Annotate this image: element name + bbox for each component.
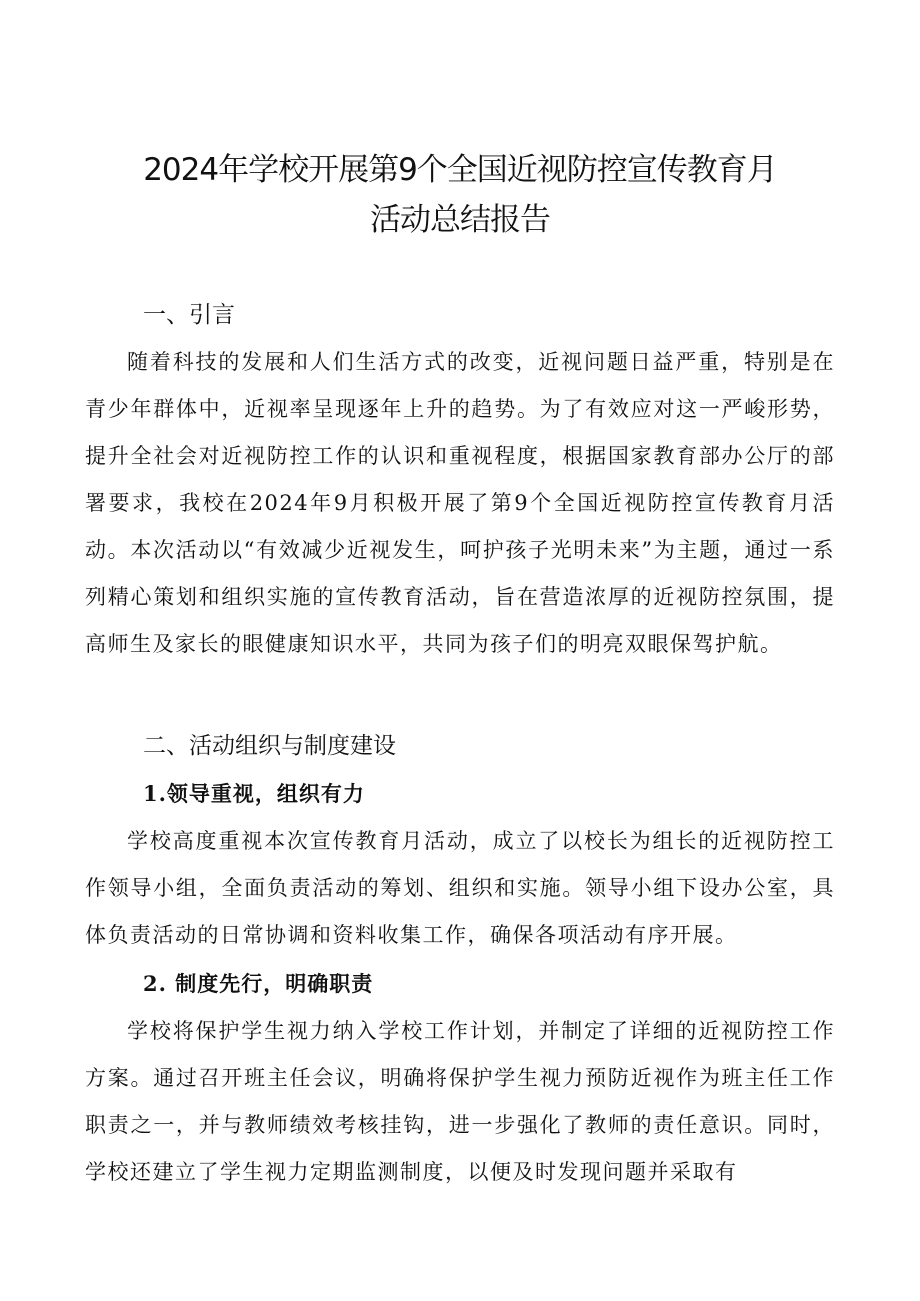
subsection-heading-system: 2. 制度先行，明确职责 xyxy=(143,971,374,996)
leadership-paragraph: 学校高度重视本次宣传教育月活动，成立了以校长为组长的近视防控工作领导小组，全面负责活动的筹划、组织和实施。领导小组下设办公室，具体负责活动的日常协调和资料收集工作，确保各项活动有序开展。 xyxy=(85,829,835,947)
section-heading-introduction: 一、引言 xyxy=(143,302,235,328)
document-title-line-2: 活动总结报告 xyxy=(370,202,550,238)
document-title-line-1: 2024年学校开展第9个全国近视防控宣传教育月 xyxy=(143,152,777,188)
introduction-paragraph: 随着科技的发展和人们生活方式的改变，近视问题日益严重，特别是在青少年群体中，近视率呈现逐年上升的趋势。为了有效应对这一严峻形势，提升全社会对近视防控工作的认识和重视程度，根据国家教育部办公厅的部署要求，我校在2024年9月积极开展了第9个全国近视防控宣传教育月活动。本次活动以“有效减少近视发生，呵护孩子光明未来”为主题，通过一系列精心策划和组织实施的宣传教育活动，旨在营造浓厚的近视防控氛围，提高师生及家长的眼健康知识水平，共同为孩子们的明亮双眼保驾护航。 xyxy=(85,350,835,656)
section-heading-organization: 二、活动组织与制度建设 xyxy=(143,733,396,759)
subsection-heading-leadership: 1.领导重视，组织有力 xyxy=(143,781,365,806)
system-paragraph: 学校将保护学生视力纳入学校工作计划，并制定了详细的近视防控工作方案。通过召开班主任会议，明确将保护学生视力预防近视作为班主任工作职责之一，并与教师绩效考核挂钩，进一步强化了教师的责任意识。同时，学校还建立了学生视力定期监测制度，以便及时发现问题并采取有 xyxy=(85,1019,835,1184)
